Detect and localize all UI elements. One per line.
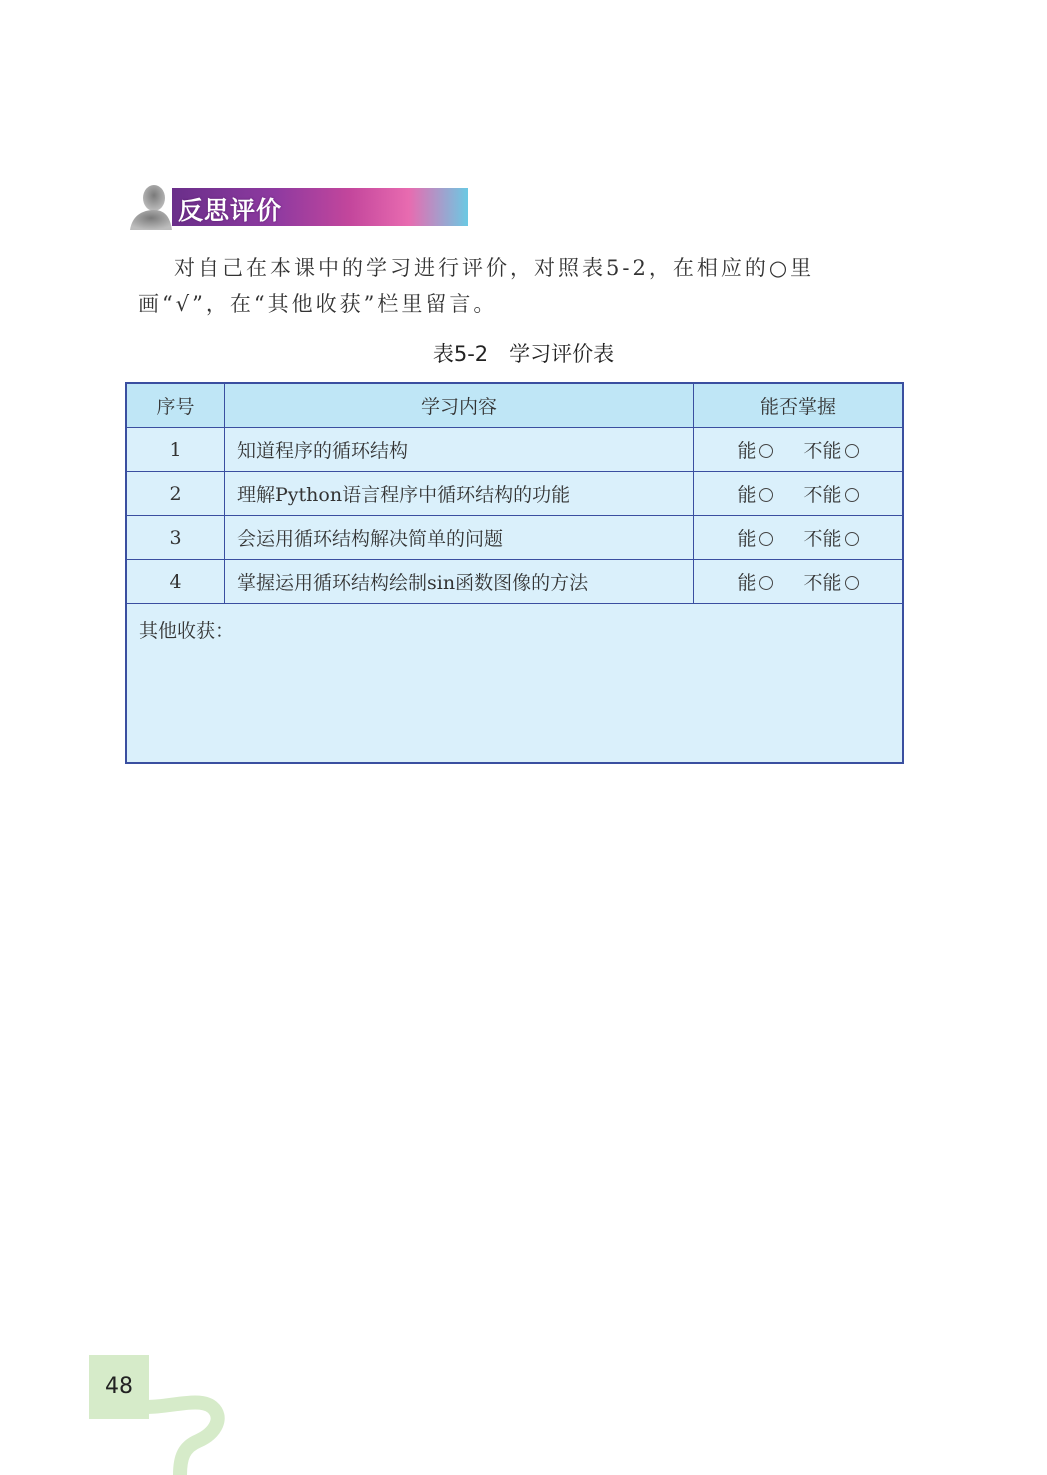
table-header-row: [126, 383, 903, 428]
option-no[interactable]: 不能: [804, 524, 859, 551]
circle-icon: [759, 576, 773, 590]
circle-icon: [759, 444, 773, 458]
row-content: 会运用循环结构解决简单的问题: [225, 516, 694, 560]
option-yes[interactable]: 能: [737, 436, 773, 463]
table-row: [126, 516, 903, 560]
grasp-options: [694, 428, 904, 472]
other-gains-label: 其他收获：: [139, 620, 235, 642]
evaluation-table: [125, 382, 904, 764]
circle-icon: [759, 532, 773, 546]
section-title: 反思评价: [178, 196, 283, 225]
option-no[interactable]: 不能: [804, 568, 859, 595]
header-grasp: 能否掌握: [694, 383, 904, 428]
intro-paragraph: 对自己在本课中的学习进行评价，对照表5-2，在相应的○里画“√”，在“其他收获”栏里留言。: [138, 256, 815, 316]
header-num: 序号: [126, 383, 225, 428]
grasp-options: [694, 560, 904, 604]
table-row: [126, 428, 903, 472]
grasp-options: [694, 472, 904, 516]
circle-icon: [845, 576, 859, 590]
page-number: 48: [105, 1374, 133, 1399]
section-header: [128, 184, 348, 230]
other-gains-row: [126, 604, 903, 764]
table-row: [126, 472, 903, 516]
table-caption: 表5-2 学习评价表: [432, 342, 615, 366]
other-gains-field[interactable]: [126, 604, 903, 764]
grasp-options: [694, 516, 904, 560]
circle-icon: [845, 488, 859, 502]
option-yes[interactable]: 能: [737, 480, 773, 507]
circle-icon: [759, 488, 773, 502]
header-content: 学习内容: [225, 383, 694, 428]
circle-icon: [845, 444, 859, 458]
hook-decoration-icon: [140, 1385, 230, 1475]
table-row: [126, 560, 903, 604]
row-num: 1: [126, 428, 225, 472]
option-yes[interactable]: 能: [737, 568, 773, 595]
option-no[interactable]: 不能: [804, 480, 859, 507]
row-num: 2: [126, 472, 225, 516]
option-no[interactable]: 不能: [804, 436, 859, 463]
circle-icon: [845, 532, 859, 546]
row-content: 掌握运用循环结构绘制sin函数图像的方法: [225, 560, 694, 604]
row-content: 理解Python语言程序中循环结构的功能: [225, 472, 694, 516]
student-silhouette-icon: [128, 184, 172, 230]
row-num: 3: [126, 516, 225, 560]
row-content: 知道程序的循环结构: [225, 428, 694, 472]
option-yes[interactable]: 能: [737, 524, 773, 551]
row-num: 4: [126, 560, 225, 604]
